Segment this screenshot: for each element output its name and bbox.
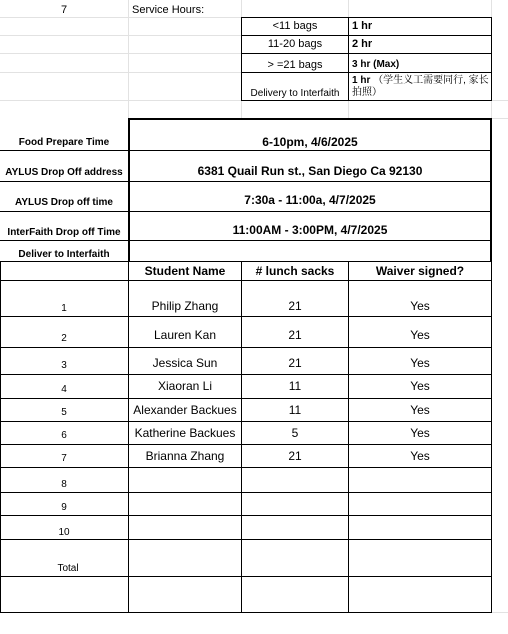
border bbox=[0, 374, 492, 375]
lunch-sacks[interactable]: 21 bbox=[288, 328, 302, 342]
border bbox=[490, 118, 492, 262]
border bbox=[0, 240, 492, 241]
row-number-cell[interactable]: 7 bbox=[60, 4, 68, 16]
total-label[interactable]: Total bbox=[57, 563, 79, 574]
student-name[interactable]: Xiaoran Li bbox=[157, 379, 213, 393]
dropoff-address-label[interactable]: AYLUS Drop Off address bbox=[5, 167, 123, 178]
service-hours-cell[interactable]: 2 hr bbox=[352, 38, 373, 50]
border bbox=[128, 118, 492, 120]
waiver-signed[interactable]: Yes bbox=[410, 299, 430, 313]
row-number[interactable]: 2 bbox=[61, 333, 67, 344]
gridline bbox=[0, 17, 241, 18]
waiver-signed[interactable]: Yes bbox=[410, 356, 430, 370]
lunch-sacks[interactable]: 21 bbox=[288, 356, 302, 370]
gridline bbox=[348, 0, 349, 17]
interfaith-time-label[interactable]: InterFaith Drop off Time bbox=[7, 227, 121, 238]
lunch-sacks[interactable]: 5 bbox=[291, 426, 299, 440]
header-waiver[interactable]: Waiver signed? bbox=[375, 264, 465, 278]
border bbox=[0, 398, 492, 399]
dropoff-address-value[interactable]: 6381 Quail Run st., San Diego Ca 92130 bbox=[197, 164, 423, 178]
border bbox=[241, 35, 492, 36]
border bbox=[241, 17, 492, 18]
row-number[interactable]: 3 bbox=[61, 360, 67, 371]
border bbox=[0, 492, 492, 493]
student-name[interactable]: Alexander Backues bbox=[133, 403, 237, 417]
row-number[interactable]: 9 bbox=[61, 502, 67, 513]
border bbox=[0, 347, 492, 348]
food-prepare-value[interactable]: 6-10pm, 4/6/2025 bbox=[262, 135, 358, 149]
waiver-signed[interactable]: Yes bbox=[410, 426, 430, 440]
deliver-label[interactable]: Deliver to Interfaith bbox=[18, 249, 110, 260]
food-prepare-label[interactable]: Food Prepare Time bbox=[18, 137, 110, 148]
interfaith-time-value[interactable]: 11:00AM - 3:00PM, 4/7/2025 bbox=[232, 223, 388, 237]
row-number[interactable]: 7 bbox=[61, 453, 67, 464]
dropoff-time-label[interactable]: AYLUS Drop off time bbox=[15, 197, 113, 208]
lunch-sacks[interactable]: 21 bbox=[288, 449, 302, 463]
service-hours-cell[interactable]: 1 hr bbox=[352, 20, 373, 32]
border bbox=[0, 280, 492, 281]
gridline bbox=[348, 100, 349, 118]
border bbox=[491, 17, 492, 101]
service-hours-note-line2: 拍照） bbox=[352, 87, 382, 98]
service-hours-note: （学生义工需要同行, 家长 bbox=[373, 75, 489, 86]
row-number[interactable]: 6 bbox=[61, 430, 67, 441]
waiver-signed[interactable]: Yes bbox=[410, 379, 430, 393]
header-lunch-sacks[interactable]: # lunch sacks bbox=[255, 264, 335, 278]
waiver-signed[interactable]: Yes bbox=[410, 449, 430, 463]
student-name[interactable]: Philip Zhang bbox=[151, 299, 219, 313]
row-number[interactable]: 8 bbox=[61, 479, 67, 490]
service-range-cell[interactable]: 11-20 bags bbox=[267, 38, 323, 50]
gridline bbox=[241, 0, 242, 17]
row-number[interactable]: 5 bbox=[61, 407, 67, 418]
student-name[interactable]: Brianna Zhang bbox=[145, 449, 225, 463]
waiver-signed[interactable]: Yes bbox=[410, 328, 430, 342]
student-name[interactable]: Jessica Sun bbox=[152, 356, 218, 370]
lunch-sacks[interactable]: 11 bbox=[288, 379, 302, 393]
gridline bbox=[241, 100, 242, 118]
border bbox=[241, 53, 492, 54]
header-student-name[interactable]: Student Name bbox=[144, 264, 226, 278]
border bbox=[0, 181, 492, 182]
row-number[interactable]: 10 bbox=[58, 527, 70, 538]
dropoff-time-value[interactable]: 7:30a - 11:00a, 4/7/2025 bbox=[244, 193, 376, 207]
border bbox=[0, 515, 492, 516]
gridline bbox=[491, 100, 492, 118]
border bbox=[0, 612, 492, 613]
border bbox=[0, 316, 492, 317]
border bbox=[0, 467, 492, 468]
service-range-cell[interactable]: > =21 bags bbox=[267, 59, 323, 71]
service-range-cell[interactable]: Delivery to Interfaith bbox=[250, 88, 340, 99]
service-range-cell[interactable]: <11 bags bbox=[272, 20, 318, 32]
border bbox=[241, 72, 492, 73]
waiver-signed[interactable]: Yes bbox=[410, 403, 430, 417]
gridline bbox=[0, 72, 241, 73]
border bbox=[0, 576, 492, 577]
lunch-sacks[interactable]: 11 bbox=[288, 403, 302, 417]
service-hours-value: 1 hr bbox=[352, 75, 371, 86]
student-name[interactable]: Katherine Backues bbox=[134, 426, 236, 440]
gridline bbox=[0, 53, 241, 54]
row-number[interactable]: 4 bbox=[61, 384, 67, 395]
student-name[interactable]: Lauren Kan bbox=[153, 328, 217, 342]
border bbox=[0, 421, 492, 422]
gridline bbox=[491, 0, 492, 17]
gridline bbox=[0, 35, 241, 36]
border bbox=[0, 444, 492, 445]
border bbox=[0, 150, 492, 151]
row-number[interactable]: 1 bbox=[61, 303, 67, 314]
gridline bbox=[491, 118, 508, 119]
border bbox=[491, 261, 492, 613]
border bbox=[348, 17, 349, 101]
service-hours-label[interactable]: Service Hours: bbox=[132, 4, 205, 16]
service-hours-cell[interactable]: 3 hr (Max) bbox=[352, 59, 400, 70]
lunch-sacks[interactable]: 21 bbox=[288, 299, 302, 313]
border bbox=[0, 211, 492, 212]
